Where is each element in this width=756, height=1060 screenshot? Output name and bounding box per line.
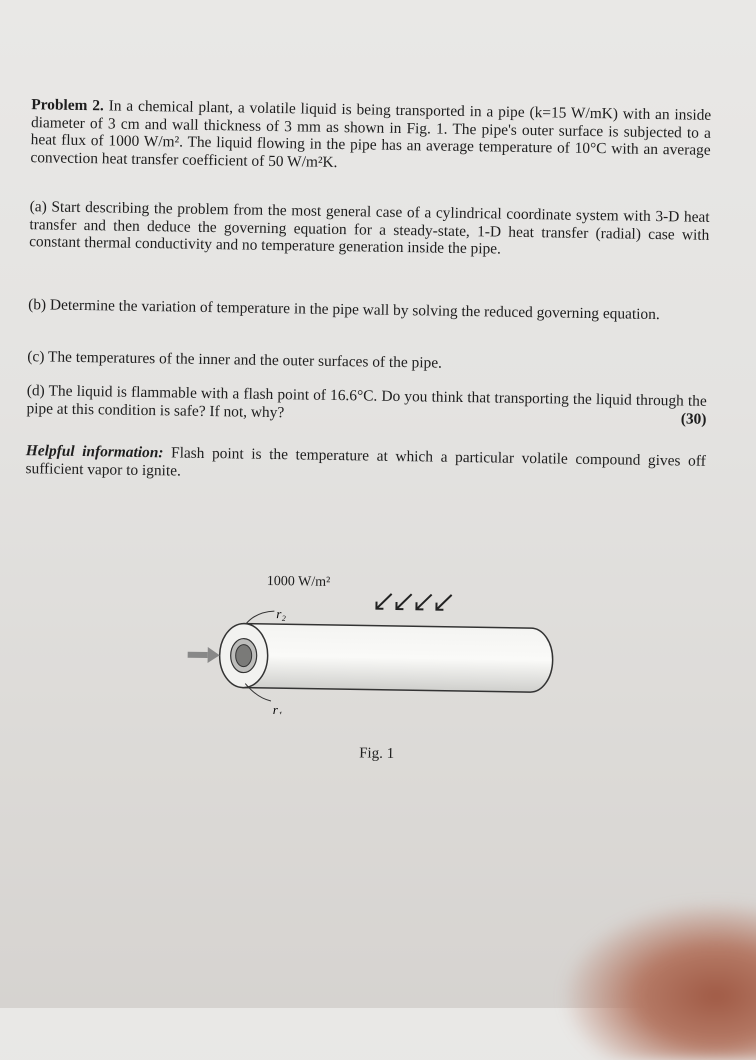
heat-flux-arrows [376,594,451,610]
helpful-text: Flash point is the temperature at which a particular volatile compound gives off sufficient vapor to ignite. [25,444,706,480]
helpful-label: Helpful information: [25,442,164,462]
heat-flux-label: 1000 W/m² [266,573,331,590]
pipe-body [243,624,553,693]
problem-intro-text: In a chemical plant, a volatile liquid is being transported in a pipe (k=15 W/mK) with an inside diameter of 3 cm and wall thickness of 3 mm as shown in Fig. 1. The pipe's outer surface is subjected to a heat flux of 1000 W/m². The liquid flowing in the pipe has an average temperature of 10°C with an average convection heat transfer coefficient of 50 W/m²K. [30,97,712,171]
helpful-info [25,442,705,488]
pipe-figure [165,512,568,718]
part-d-text: (d) The liquid is flammable with a flash point of 16.6°C. Do you think that transporting the liquid through the pipe at this condition is safe? If not, why? [26,382,707,421]
part-b: (b) Determine the variation of temperature in the pipe wall by solving the reduced governing equation. [28,296,660,324]
problem-sheet [6,60,735,931]
figure-caption: Fig. 1 [359,745,395,762]
r2-leader [246,611,274,624]
part-c: (c) The temperatures of the inner and the outer surfaces of the pipe. [27,348,443,372]
pipe-inner-bore [236,644,252,666]
problem-intro [30,96,711,177]
part-a: (a) Start describing the problem from the most general case of a cylindrical coordinate system with 3-D heat transfer and then deduce the governing equation for a steady-state, 1-D heat transfer (radial) case with constant thermal conductivity and no temperature generation inside the pipe. [29,198,710,258]
part-d [26,382,706,428]
finger-smudge [560,900,756,1060]
marks-label: (30) [680,409,707,428]
r1-label: r₁ [272,702,283,718]
flow-arrow [188,647,220,664]
r2-label: r₂ [276,606,287,622]
problem-title: Problem 2. [31,96,104,115]
